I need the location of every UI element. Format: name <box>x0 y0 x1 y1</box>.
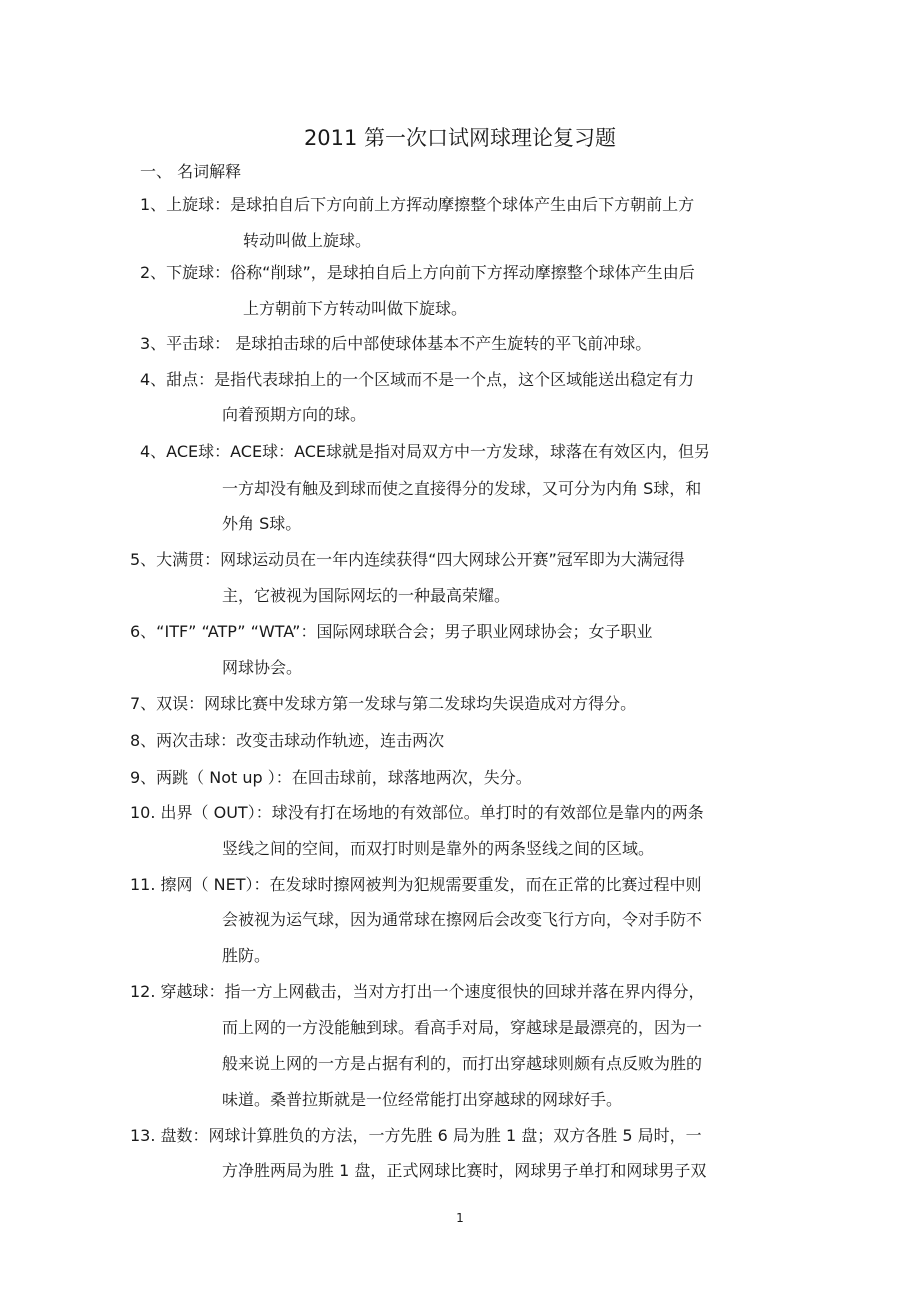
text-line: 主，它被视为国际网坛的一种最高荣耀。 <box>222 586 511 605</box>
text-line: 4、甜点：是指代表球拍上的一个区域而不是一个点，这个区域能送出稳定有力 <box>140 370 695 389</box>
text-line: 上方朝前下方转动叫做下旋球。 <box>243 299 468 318</box>
text-line: 转动叫做上旋球。 <box>243 231 372 250</box>
text-line: 13. 盘数：网球计算胜负的方法，一方先胜 6 局为胜 1 盘；双方各胜 5 局时，一 <box>130 1126 702 1145</box>
text-line: 12. 穿越球：指一方上网截击，当对方打出一个速度很快的回球并落在界内得分， <box>130 982 705 1001</box>
text-line: 竖线之间的空间，而双打时则是靠外的两条竖线之间的区域。 <box>222 839 655 858</box>
text-line: 11. 擦网（ NET）：在发球时擦网被判为犯规需要重发，而在正常的比赛过程中则 <box>130 875 702 894</box>
text-line: 2、下旋球：俗称“削球”，是球拍自后上方向前下方挥动摩擦整个球体产生由后 <box>140 263 695 282</box>
section-heading: 一、 名词解释 <box>140 162 242 181</box>
text-line: 般来说上网的一方是占据有利的，而打出穿越球则颇有点反败为胜的 <box>222 1054 703 1073</box>
text-line: 味道。桑普拉斯就是一位经常能打出穿越球的网球好手。 <box>222 1090 623 1109</box>
text-line: 胜防。 <box>222 946 271 965</box>
document-title: 2011 第一次口试网球理论复习题 <box>303 126 617 150</box>
text-line: 外角 S球。 <box>222 514 302 533</box>
text-line: 9、两跳（ Not up ）：在回击球前，球落地两次，失分。 <box>130 768 532 787</box>
text-line: 方净胜两局为胜 1 盘，正式网球比赛时，网球男子单打和网球男子双 <box>222 1161 707 1180</box>
text-line: 8、两次击球：改变击球动作轨迹，连击两次 <box>130 731 445 750</box>
text-line: 1、上旋球：是球拍自后下方向前上方挥动摩擦整个球体产生由后下方朝前上方 <box>140 195 695 214</box>
text-line: 一方却没有触及到球而使之直接得分的发球，又可分为内角 S球，和 <box>222 479 702 498</box>
text-line: 向着预期方向的球。 <box>222 405 367 424</box>
text-line: 10. 出界（ OUT）：球没有打在场地的有效部位。单打时的有效部位是靠内的两条 <box>130 803 704 822</box>
text-line: 3、平击球： 是球拍击球的后中部使球体基本不产生旋转的平飞前冲球。 <box>140 334 652 353</box>
text-line: 会被视为运气球，因为通常球在擦网后会改变飞行方向，令对手防不 <box>222 910 703 929</box>
text-line: 5、大满贯：网球运动员在一年内连续获得“四大网球公开赛”冠军即为大满冠得 <box>130 550 685 569</box>
text-line: 6、“ITF” “ATP” “WTA”：国际网球联合会；男子职业网球协会；女子职业 <box>130 622 653 641</box>
page-number: 1 <box>456 1211 464 1225</box>
text-line: 7、双误：网球比赛中发球方第一发球与第二发球均失误造成对方得分。 <box>130 694 637 713</box>
text-line: 而上网的一方没能触到球。看高手对局，穿越球是最漂亮的，因为一 <box>222 1018 703 1037</box>
text-line: 4、ACE球：ACE球：ACE球就是指对局双方中一方发球，球落在有效区内，但另 <box>140 442 711 461</box>
text-line: 网球协会。 <box>222 658 303 677</box>
